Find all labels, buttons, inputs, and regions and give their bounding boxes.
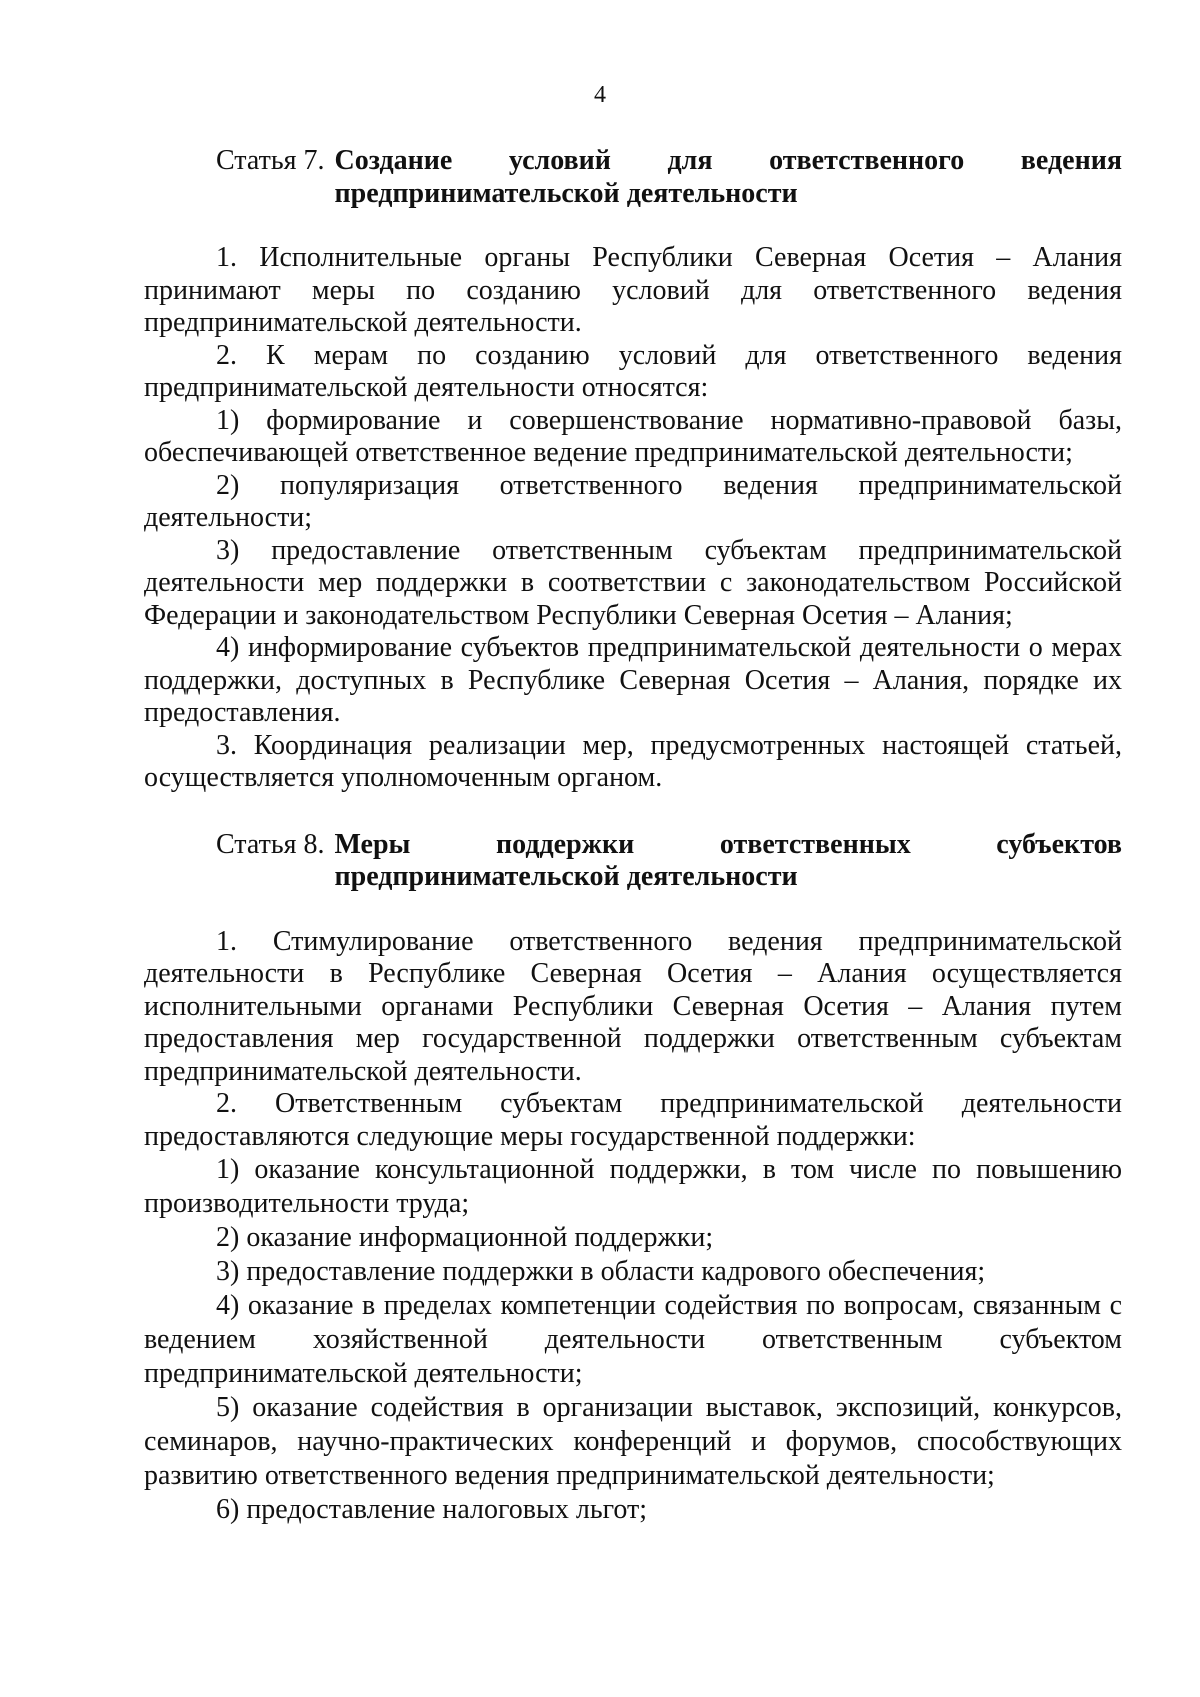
- article-8-paragraph: 3) предоставление поддержки в области кадрового обеспечения;: [216, 1256, 986, 1287]
- article-7-paragraph: 3. Координация реализации мер, предусмотренных настоящей статьей, осуществляется уполномоченным органом.: [144, 729, 1122, 793]
- article-7-label: Статья 7.: [216, 145, 325, 176]
- article-7-title-line1: Создание условий для ответственного ведения: [334, 145, 1122, 176]
- article-8-paragraph: 2) оказание информационной поддержки;: [216, 1222, 714, 1253]
- document-body: [144, 145, 1122, 1527]
- article-8-paragraph: 4) оказание в пределах компетенции содействия по вопросам, связанным с ведением хозяйственной деятельности ответственным субъектом предпринимательской деятельности;: [144, 1290, 1122, 1389]
- article-8-title-line2: предпринимательской деятельности: [334, 861, 798, 892]
- page-number: 4: [594, 82, 606, 108]
- article-8-paragraph: 5) оказание содействия в организации выставок, экспозиций, конкурсов, семинаров, научно-практических конференций и форумов, способствующих развитию ответственного ведения предпринимательской деятельности;: [144, 1392, 1122, 1491]
- article-8-label: Статья 8.: [216, 828, 325, 860]
- article-7-paragraph: 3) предоставление ответственным субъектам предпринимательской деятельности мер поддержки в соответствии с законодательством Российской Федерации и законодательством Республики Северная Осетия – Алания;: [144, 534, 1122, 631]
- article-8-paragraph: 1. Стимулирование ответственного ведения предпринимательской деятельности в Республике Северная Осетия – Алания осуществляется исполнительными органами Республики Северная Осетия – Алания путем предоставления мер государственной поддержки ответственным субъектам предпринимательской деятельности.: [144, 925, 1122, 1087]
- article-7-paragraph: 2) популяризация ответственного ведения предпринимательской деятельности;: [144, 469, 1122, 533]
- article-7-title-line2: предпринимательской деятельности: [334, 177, 798, 209]
- article-7-heading: [144, 145, 1122, 210]
- article-8-paragraph: 1) оказание консультационной поддержки, в том числе по повышению производительности труда;: [144, 1154, 1122, 1219]
- article-8-title: [334, 829, 1122, 894]
- article-8-paragraph: 6) предоставление налоговых льгот;: [216, 1494, 648, 1525]
- article-7-paragraph: 2. К мерам по созданию условий для ответственного ведения предпринимательской деятельности относятся:: [144, 339, 1122, 403]
- article-8-paragraph: 2. Ответственным субъектам предпринимательской деятельности предоставляются следующие меры государственной поддержки:: [144, 1088, 1122, 1152]
- article-7-paragraph: 1) формирование и совершенствование нормативно-правовой базы, обеспечивающей ответственное ведение предпринимательской деятельности;: [144, 404, 1122, 468]
- article-7-paragraph: 4) информирование субъектов предпринимательской деятельности о мерах поддержки, доступных в Республике Северная Осетия – Алания, порядке их предоставления.: [144, 632, 1122, 728]
- article-8-title-line1: Меры поддержки ответственных субъектов: [334, 828, 1122, 860]
- article-8-heading: [144, 829, 1122, 894]
- article-7-paragraph: 1. Исполнительные органы Республики Северная Осетия – Алания принимают меры по созданию условий для ответственного ведения предпринимательской деятельности.: [144, 242, 1122, 338]
- article-7-title: [334, 145, 1122, 210]
